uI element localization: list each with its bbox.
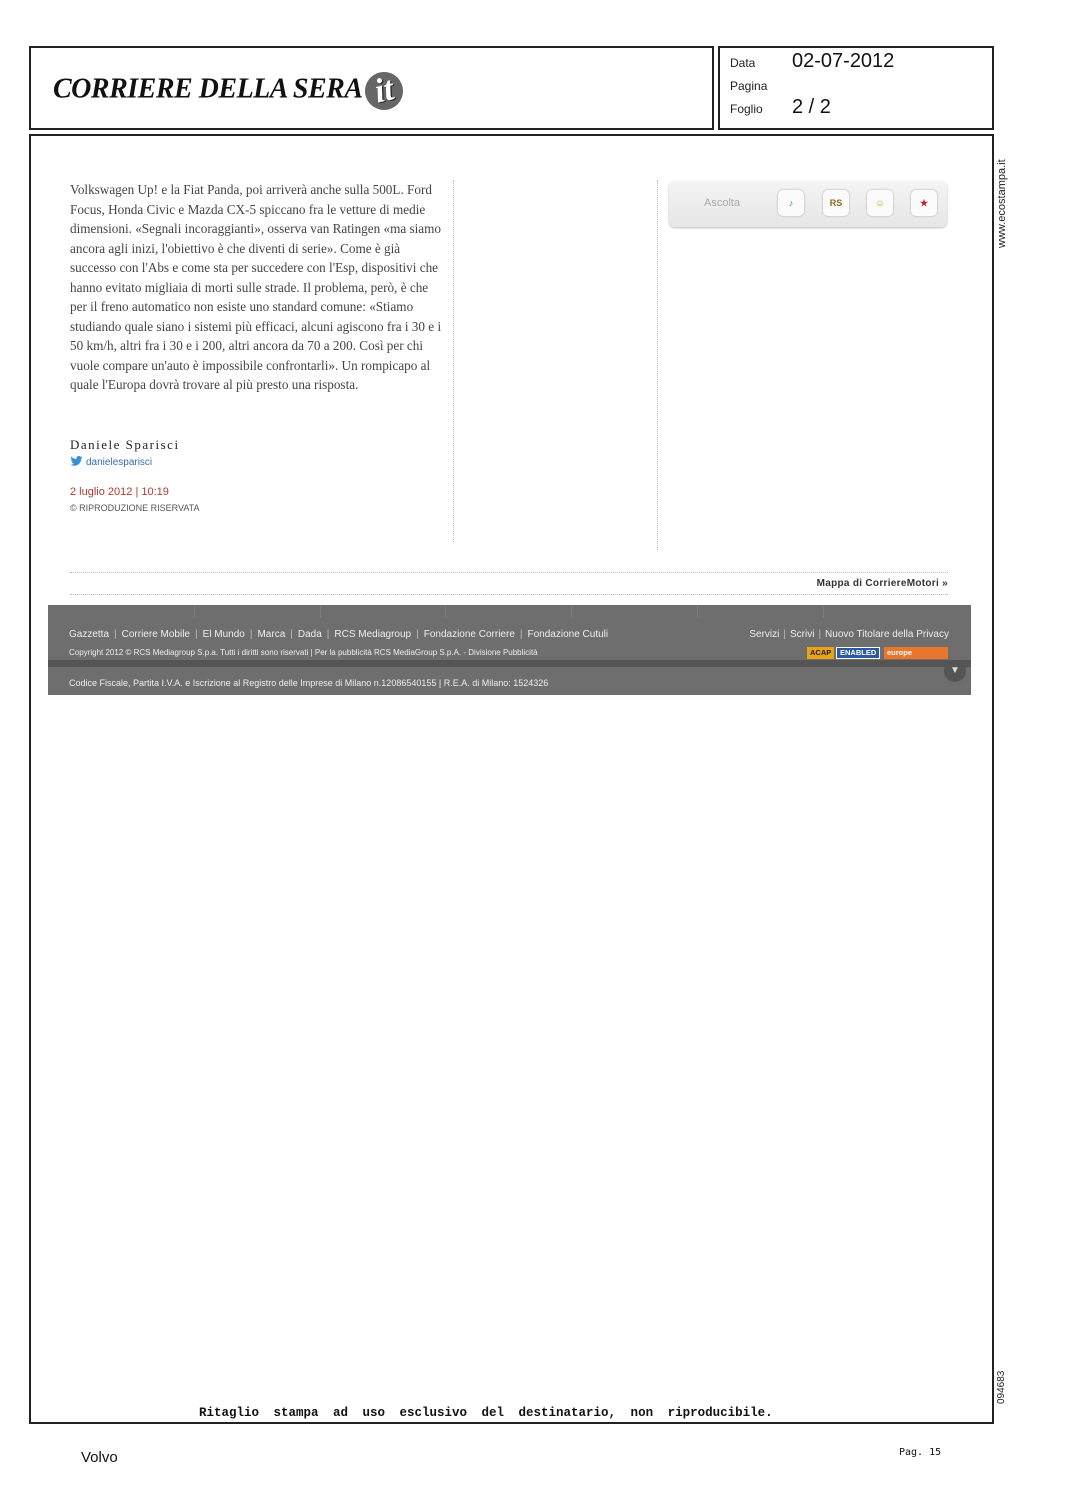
clipping-metadata (718, 46, 994, 130)
author-name: Daniele Sparisci (70, 437, 180, 452)
twitter-bird-icon (70, 456, 83, 466)
column-divider-right (657, 180, 658, 550)
footer-link-scrivi[interactable]: Scrivi (789, 629, 815, 640)
foglio-value: 2 / 2 (792, 96, 831, 118)
logo-text: CORRIERE DELLA SERA (53, 73, 363, 105)
column-divider-left (453, 180, 454, 542)
footer-link-servizi[interactable]: Servizi (749, 629, 780, 640)
radio-station-4-icon[interactable]: ★ (911, 190, 937, 216)
author-twitter-link[interactable] (70, 456, 152, 468)
footer-bar (48, 660, 971, 667)
divider-top (70, 572, 948, 573)
data-value: 02-07-2012 (792, 50, 895, 72)
article-date: 2 luglio 2012 | 10:19 (70, 486, 169, 498)
footer-link-dada[interactable]: Dada (297, 629, 322, 640)
footer-link-rcs-mediagroup[interactable]: RCS Mediagroup (334, 629, 412, 640)
logo-it-badge: it (361, 68, 406, 113)
footer-copyright: Copyright 2012 © RCS Mediagroup S.p.a. Tutti i diritti sono riservati | Per la pubblicità RCS MediaGroup S.p.A. - Divisione Pubblicità (69, 648, 538, 657)
footer-tax-info: Codice Fiscale, Partita I.V.A. e Iscrizione al Registro delle Imprese di Milano n.12086540155 | R.E.A. di Milano: 1524326 (69, 678, 549, 688)
radio-station-2-icon[interactable]: RS (823, 190, 849, 216)
rights-notice: © RIPRODUZIONE RISERVATA (70, 503, 200, 513)
footer-link-el-mundo[interactable]: El Mundo (202, 629, 245, 640)
side-url: www.ecostampa.it (996, 159, 1008, 248)
chevron-down-icon[interactable]: ▼ (944, 660, 966, 682)
article-paragraph: Volkswagen Up! e la Fiat Panda, poi arriverà anche sulla 500L. Ford Focus, Honda Civic e Mazda CX-5 spiccano fra le vetture di medie dimensioni. «Segnali incoraggianti», osserva van Ratingen «ma siamo ancora agli inizi, l'obiettivo è che diventi di serie». Come è già successo con l'Abs e come sta per succedere con l'Esp, dispositivi che hanno evitato migliaia di morti sulle strade. Il problema, però, è che per il freno automatico non esiste uno standard comune: «Stiamo studiando quale siano i sistemi più efficaci, alcuni agiscono fra i 30 e i 50 km/h, altri fra i 30 e i 200, altri ancora da 70 a 200. Così per chi vuole compare un'auto è impossibile confrontarli». Un rompicapo al quale l'Europa dovrà trovare al più presto una risposta. (70, 182, 442, 392)
reproduction-notice: Ritaglio stampa ad uso esclusivo del destinatario, non riproducibile. (199, 1406, 773, 1420)
footer-right-links: Servizi | Scrivi | Nuovo Titolare della Privacy (749, 629, 949, 640)
side-code: 094683 (996, 1370, 1007, 1404)
footer-link-fondazione-cutuli[interactable]: Fondazione Cutuli (527, 629, 609, 640)
footer-link-fondazione-corriere[interactable]: Fondazione Corriere (423, 629, 515, 640)
radio-station-3-icon[interactable]: ☺ (867, 190, 893, 216)
footer-link-marca[interactable]: Marca (257, 629, 286, 640)
enabled-badge: ENABLED (836, 647, 880, 659)
page-number: Pag. 15 (899, 1447, 942, 1458)
footer-link-corriere-mobile[interactable]: Corriere Mobile (121, 629, 190, 640)
listen-label: Ascolta (704, 197, 741, 209)
acap-badge: ACAP (807, 647, 834, 659)
footer-links: Gazzetta | Corriere Mobile | El Mundo | Marca | Dada | RCS Mediagroup | Fondazione Corriere | Fondazione Cutuli (69, 629, 609, 640)
divider-bottom (70, 594, 948, 595)
site-footer (48, 605, 971, 695)
pagina-label: Pagina (730, 79, 768, 93)
sitemap-link[interactable]: Mappa di CorriereMotori » (816, 578, 948, 589)
footer-link-gazzetta[interactable]: Gazzetta (69, 629, 110, 640)
twitter-handle: danielesparisci (86, 457, 153, 468)
radio-station-1-icon[interactable]: ♪ (778, 190, 804, 216)
newspaper-logo (53, 72, 402, 110)
epc-badge: europe (884, 647, 948, 659)
data-label: Data (730, 56, 756, 70)
article-body (70, 180, 448, 395)
masthead-logo-box (29, 46, 714, 130)
footer-link-privacy[interactable]: Nuovo Titolare della Privacy (825, 629, 949, 640)
client-name: Volvo (81, 1449, 118, 1466)
listen-widget (669, 181, 947, 227)
foglio-label: Foglio (730, 102, 763, 116)
